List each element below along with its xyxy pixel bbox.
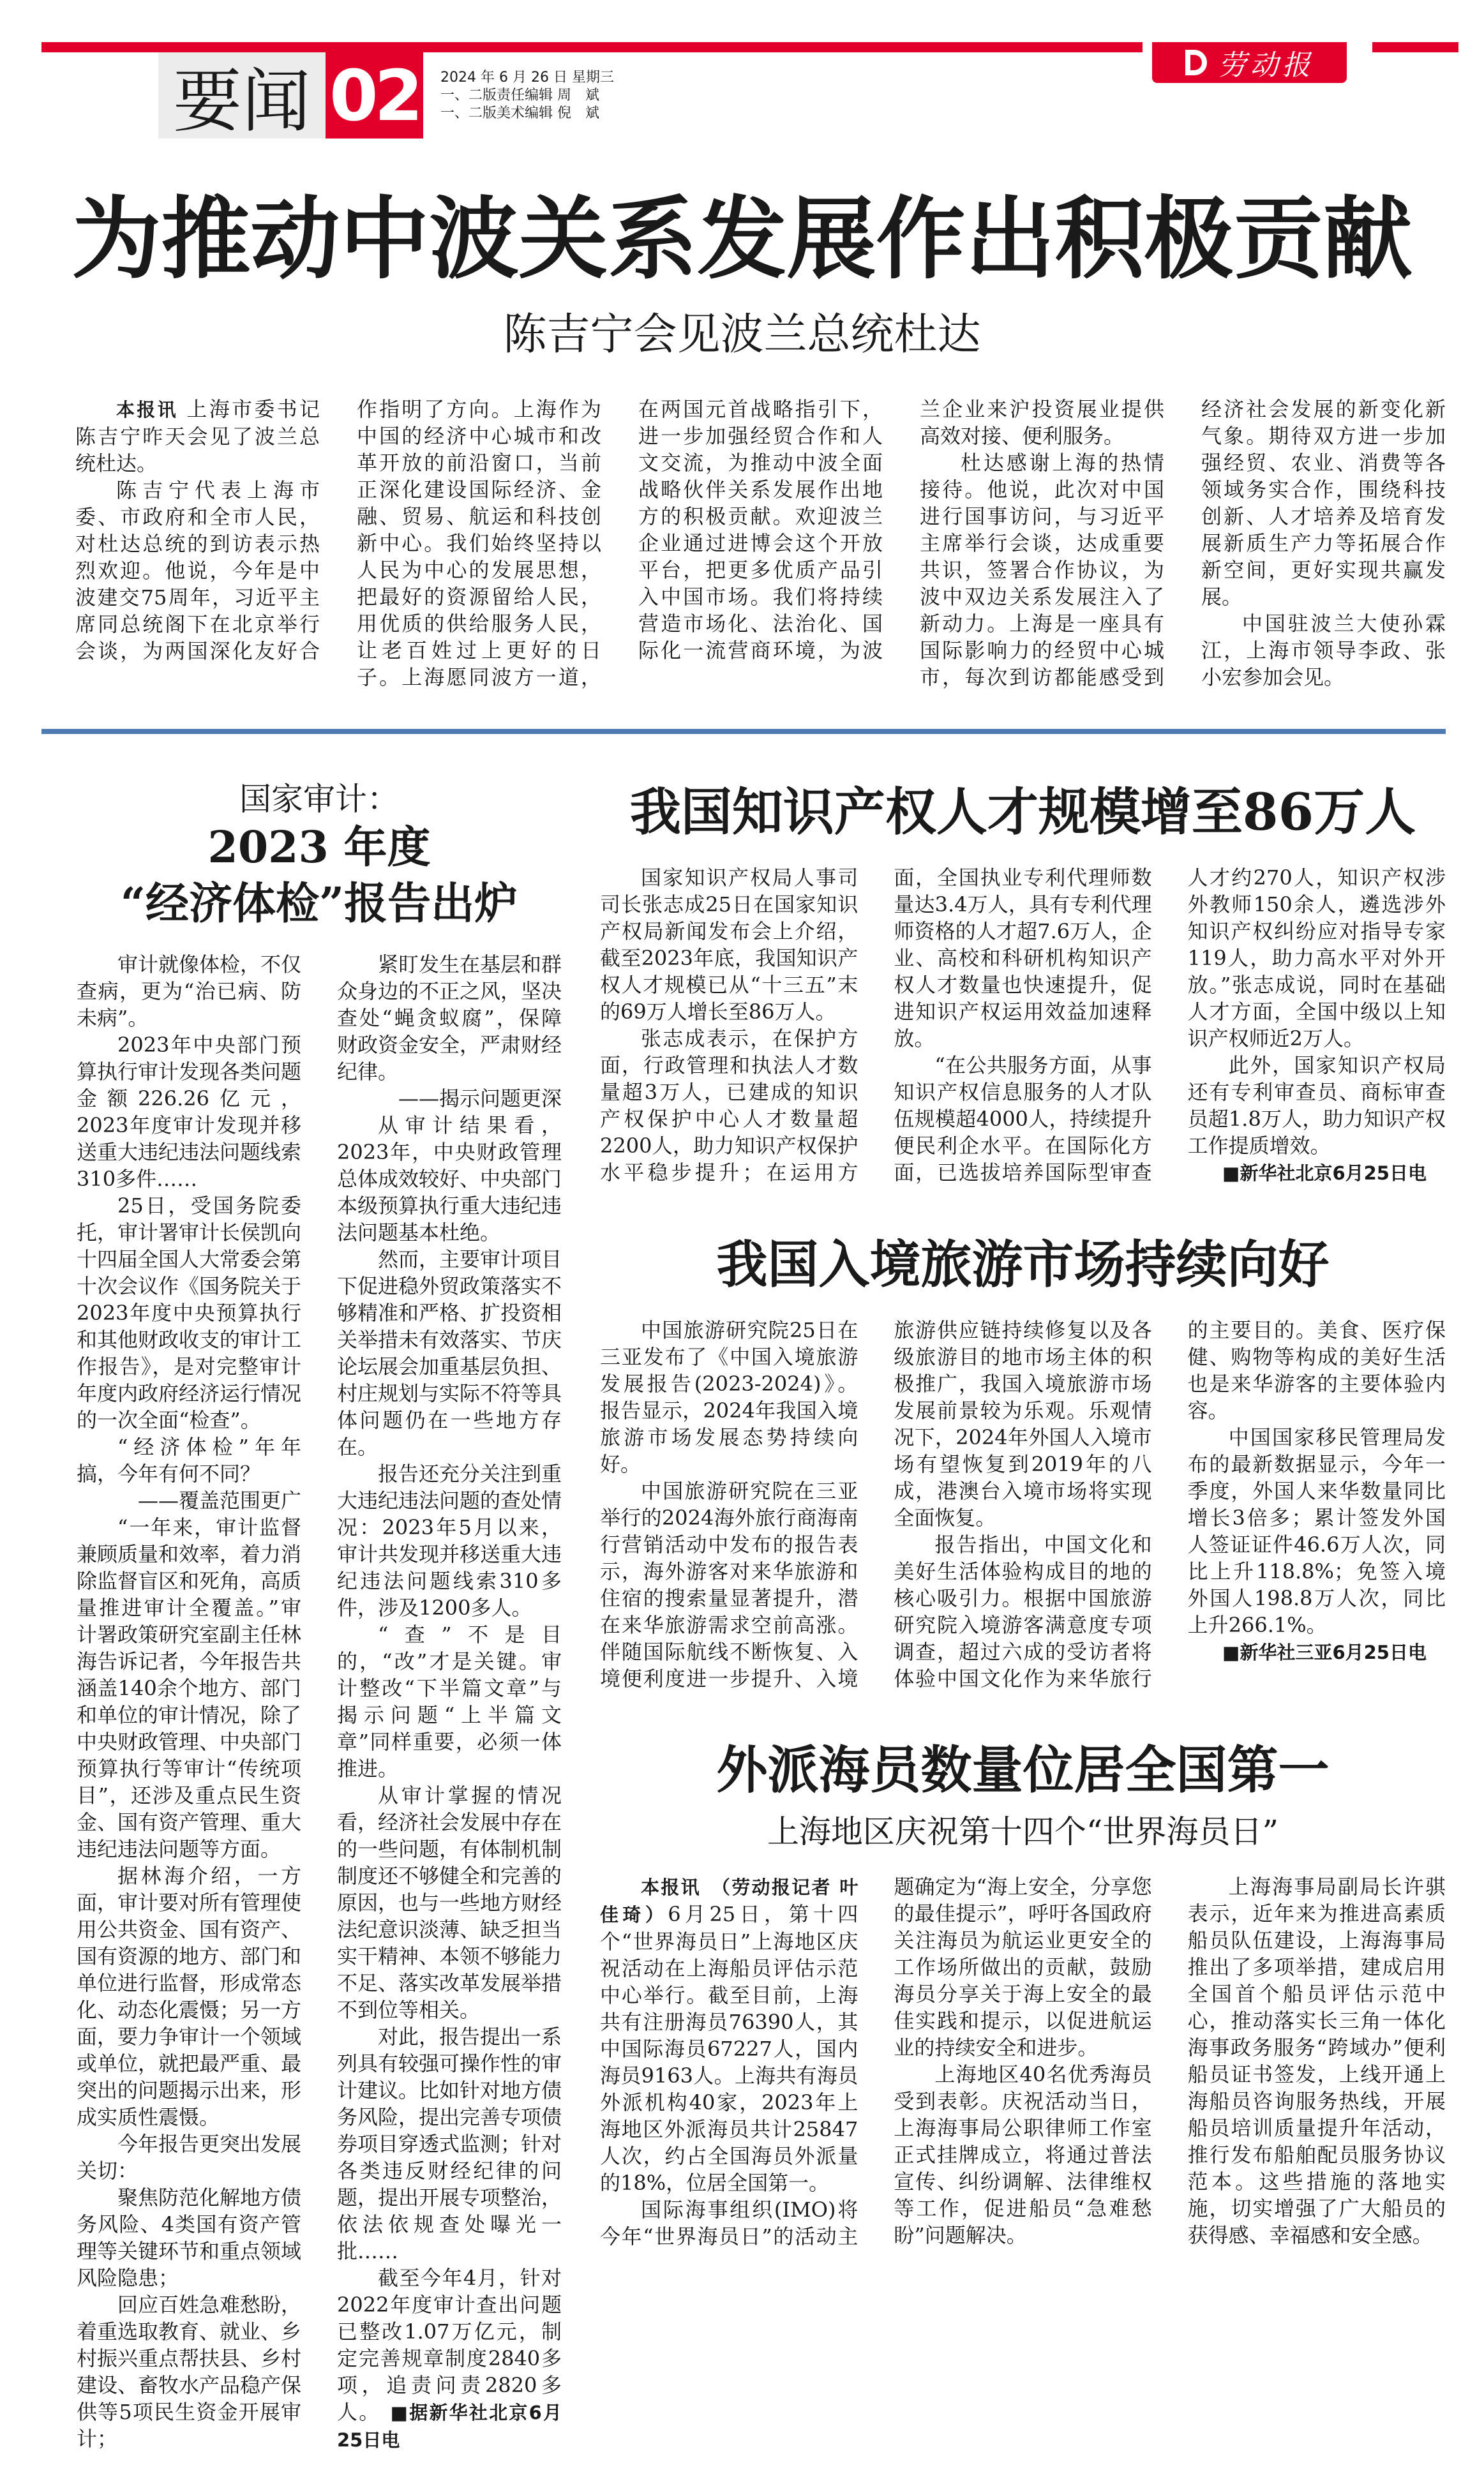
article-paragraph <box>75 396 320 477</box>
paragraph-text: 截至今年4月，针对2022年度审计查出问题已整改1.07万亿元，制定完善规章制度2840多项，追责问责2820多人。 <box>337 2266 562 2424</box>
paragraph-text: “一年来，审计监督兼顾质量和效率，着力消除监督盲区和死角，高质量推进审计全覆盖。”审计署政策研究室副主任林海告诉记者，今年报告共涵盖140余个地方、部门和单位的审计情况，除了中央财政管理、中央部门预算执行等审计“传统项目”，还涉及重点民生资金、国有资产管理、重大违纪违法问题等方面。 <box>77 1515 302 1861</box>
paragraph-text: 对此，报告提出一系列具有较强可操作性的审计建议。比如针对地方债务风险，提出完善专项债券项目穿透式监测；针对各类违反财经纪律的问题，提出开展专项整治，依法依规查处曝光一批…… <box>337 2025 562 2263</box>
article-paragraph <box>337 951 562 1085</box>
paragraph-text: 25日，受国务院委托，审计署审计长侯凯向十四届全国人大常委会第十次会议作《国务院关于2023年度中央预算执行和其他财政收支的审计工作报告》，是对完整审计年度内政府经济运行情况的一次全面“检查”。 <box>77 1194 302 1432</box>
article-paragraph <box>600 1317 858 1478</box>
audit-article-body <box>77 951 562 2453</box>
paragraph-text: 今年报告更突出发展关切： <box>77 2132 302 2183</box>
article-paragraph <box>337 1782 562 2023</box>
paragraph-text: 回应百姓急难愁盼，着重选取教育、就业、乡村振兴重点帮扶县、乡村建设、畜牧水产品稳产保供等5项民生资金开展审计； <box>77 2293 302 2451</box>
audit-article <box>77 779 562 2453</box>
logo-name: 劳动报 <box>1218 49 1314 82</box>
right-articles <box>600 779 1446 2453</box>
article-paragraph <box>1188 1159 1446 1187</box>
ip-article-body <box>600 864 1446 1187</box>
article-paragraph <box>77 2131 301 2184</box>
article-paragraph <box>77 1487 301 1514</box>
section-divider <box>41 729 1446 734</box>
paragraph-text: 国际海事组织(IMO)将今年“世界海员日”的活动主题确定为“海上安全，分享您的最佳提示”，呼吁各国政府关注海员为航运业更安全的工作场所做出的贡献，鼓励海员分享关于海上安全的最佳实践和提示，以促进航运业的持续安全和进步。 <box>600 1875 1152 2249</box>
tourism-article-title: 我国入境旅游市场持续向好 <box>716 1234 1330 1294</box>
paragraph-text: “在公共服务方面，从事知识产权信息服务的人才队伍规模超4000人，持续提升便民利企水平。在国际化方面，已选拔培养国际型审查人才约270人，知识产权涉外教师150余人，遴选涉外知识产权纠纷应对指导专家119人，助力高水平对外开放。”张志成说，同时在基础人才方面，全国中级以上知识产权师近2万人。 <box>894 865 1446 1185</box>
tourism-article-body <box>600 1317 1446 1692</box>
article-paragraph <box>77 1862 301 2131</box>
paragraph-text: 上海海事局副局长许骐表示，近年来为推进高素质船员队伍建设，上海海事局推出了多项举措，建成启用全国首个船员评估示范中心，推动落实长三角一体化海事政务服务“跨域办”便利船员证书签发，上线开通上海船员咨询服务热线，开展船员培训质量提升年活动，推行发布船舶配员服务协议范本。这些措施的落地实施，切实增强了广大船员的获得感、幸福感和安全感。 <box>1187 1875 1446 2247</box>
audit-kicker: 国家审计： <box>239 781 399 818</box>
article-paragraph <box>600 864 858 1025</box>
article-paragraph <box>337 1112 562 1246</box>
issue-date: 2024 年 6 月 26 日 星期三 <box>440 70 614 86</box>
paragraph-text: 聚焦防范化解地方债务风险、4类国有资产管理等关键环节和重点领域风险隐患； <box>77 2185 302 2290</box>
article-paragraph <box>600 1873 858 2196</box>
lower-section <box>38 779 1446 2453</box>
article-paragraph <box>77 2291 301 2452</box>
lead-subheadline: 陈吉宁会见波兰总统杜达 <box>503 310 981 360</box>
paragraph-text: “查”不是目的，“改”才是关键。审计整改“下半篇文章”与揭示问题“上半篇文章”同样重要，必须一体推进。 <box>337 1622 562 1781</box>
paragraph-text: 上海地区40名优秀海员受到表彰。庆祝活动当日，上海海事局公职律师工作室正式挂牌成立，将通过普法宣传、纠纷调解、法律维权等工作，促进船员“急难愁盼”问题解决。 <box>894 2062 1152 2247</box>
article-paragraph <box>77 2184 301 2291</box>
paragraph-text: 审计就像体检，不仅查病，更为“治已病、防未病”。 <box>77 952 302 1030</box>
article-paragraph <box>1188 1052 1446 1159</box>
article-paragraph <box>77 1031 301 1192</box>
paragraph-text: 中国驻波兰大使孙霖江，上海市领导李政、张小宏参加会见。 <box>1201 611 1446 689</box>
paragraph-text: 报告还充分关注到重大违纪违法问题的查处情况：2023年5月以来，审计共发现并移送重大违纪违法问题线索310多件，涉及1200多人。 <box>337 1462 562 1620</box>
article-paragraph <box>337 1460 562 1621</box>
audit-title-line1: 2023 年度 <box>207 822 431 873</box>
paragraph-text: 6月25日，第十四个“世界海员日”上海地区庆祝活动在上海船员评估示范中心举行。截至目前，上海共有注册海员76390人，其中国际海员67227人，国内海员9163人。上海共有海员外派机构40家，2023年上海地区外派海员共计25847人次，约占全国海员外派量的18%，位居全国第一。 <box>600 1902 858 2195</box>
paragraph-text: 然而，主要审计项目下促进稳外贸政策落实不够精准和严格、扩投资相关举措未有效落实、节庆论坛展会加重基层负担、村庄规划与实际不符等具体问题仍在一些地方存在。 <box>337 1247 562 1459</box>
article-paragraph <box>337 2265 562 2453</box>
article-paragraph <box>1188 1424 1446 1638</box>
paragraph-text: 报告指出，中国文化和美好生活体验构成目的地的核心吸引力。根据中国旅游研究院入境游客满意度专项调查，超过六成的受访者将体验中国文化作为来华旅行的主要目的。美食、医疗保健、购物等构成的美好生活也是来华游客的主要体验内容。 <box>894 1318 1446 1691</box>
paragraph-text: 紧盯发生在基层和群众身边的不正之风，坚决查处“蝇贪蚁腐”，保障财政资金安全，严肃财经纪律。 <box>337 952 562 1084</box>
page-number: 02 <box>326 52 423 139</box>
article-paragraph <box>1188 1638 1446 1666</box>
byline-tag: 本报讯 （劳动报记者 叶佳琦） <box>600 1876 858 1926</box>
article-paragraph <box>1188 1873 1446 2249</box>
article-paragraph <box>77 951 301 1031</box>
paragraph-text: 从审计掌握的情况看，经济社会发展中存在的一些问题，有体制机制制度还不够健全和完善的原因，也与一些地方财经法纪意识淡薄、缺乏担当实干精神、本领不够能力不足、落实改革发展举措不到位等相关。 <box>337 1783 562 2022</box>
ip-article-title: 我国知识产权人才规模增至86万人 <box>629 782 1416 842</box>
audit-title-line2: “经济体检”报告出炉 <box>120 878 518 929</box>
article-paragraph <box>337 1246 562 1460</box>
lead-headline: 为推动中波关系发展作出积极贡献 <box>71 187 1413 292</box>
article-paragraph <box>894 2061 1151 2249</box>
seafarer-article-body <box>600 1873 1446 2250</box>
paragraph-text: ■新华社三亚6月25日电 <box>1222 1642 1427 1663</box>
art-editor-credit: 一、二版美术编辑 倪 斌 <box>440 105 599 121</box>
article-paragraph <box>77 1514 301 1862</box>
article-paragraph <box>337 2023 562 2265</box>
article-paragraph <box>337 1621 562 1782</box>
paragraph-text: ——覆盖范围更广 <box>138 1488 302 1513</box>
paragraph-text: 杜达感谢上海的热情接待。他说，此次对中国进行国事访问，与习近平主席举行会谈，达成重要共识，签署合作协议，为波中双边关系发展注入了新动力。上海是一座具有国际影响力的经贸中心城市，每次到访都能感受到经济社会发展的新变化新气象。期待双方进一步加强经贸、农业、消费等各领域务实合作，围绕科技创新、人才培养及培育发展新质生产力等拓展合作新空间，更好实现共赢发展。 <box>920 397 1446 689</box>
paragraph-text: “经济体检”年年搞，今年有何不同？ <box>77 1435 301 1486</box>
section-label: 要闻 <box>158 52 326 139</box>
tourism-article <box>600 1231 1446 1692</box>
paragraph-text: 国家知识产权局人事司司长张志成25日在国家知识产权局新闻发布会上介绍，截至2023年底，我国知识产权人才规模已从“十三五”末的69万人增长至86万人。 <box>600 865 858 1024</box>
paragraph-text: 陈吉宁代表上海市委、市政府和全市人民，对杜达总统的到访表示热烈欢迎。他说，今年是中波建交75周年，习近平主席同总统阁下在北京举行会谈，为两国深化友好合作指明了方向。上海作为中国的经济中心城市和改革开放的前沿窗口，当前正深化建设国际经济、金融、贸易、航运和科技创新中心。我们始终坚持以人民为中心的发展思想，把最好的资源留给人民，用优质的供给服务人民，让老百姓过上更好的日子。上海愿同波方一道，在两国元首战略指引下，进一步加强经贸合作和人文交流，为推动中波全面战略伙伴关系发展作出地方的积极贡献。欢迎波兰企业通过进博会这个开放平台，把更多优质产品引入中国市场。我们将持续营造市场化、法治化、国际化一流营商环境，为波兰企业来沪投资展业提供高效对接、便利服务。 <box>75 397 1164 689</box>
article-paragraph <box>77 1434 301 1487</box>
seafarer-article <box>600 1737 1446 2250</box>
paragraph-text: ——揭示问题更深 <box>398 1086 562 1111</box>
dateline: ■据新华社北京6月25日电 <box>337 2402 562 2451</box>
paragraph-text: 据林海介绍，一方面，审计要对所有管理使用公共资金、国有资产、国有资源的地方、部门和单位进行监督，形成常态化、动态化震慑；另一方面，要力争审计一个领域或单位，就把最严重、最突出的问题揭示出来，形成实质性震慑。 <box>77 1864 302 2129</box>
paragraph-text: 2023年中央部门预算执行审计发现各类问题金额226.26亿元，2023年度审计发现并移送重大违纪违法问题线索310多件…… <box>77 1033 302 1191</box>
paragraph-text: 中国旅游研究院在三亚举行的2024海外旅行商海南行营销活动中发布的报告表示，海外游客对来华旅游和住宿的搜索量显著提升，潜在来华旅游需求空前高涨。伴随国际航线不断恢复、入境便利度进一步提升、入境旅游供应链持续修复以及各级旅游目的地市场主体的积极推广，我国入境旅游市场发展前景较为乐观。乐观情况下，2024年外国人入境市场有望恢复到2019年的八成，港澳台入境市场将实现全面恢复。 <box>600 1318 1152 1691</box>
paragraph-text: 中国旅游研究院25日在三亚发布了《中国入境旅游发展报告(2023-2024)》。报告显示，2024年我国入境旅游市场发展态势持续向好。 <box>600 1318 858 1476</box>
article-paragraph <box>77 1192 301 1434</box>
byline-tag: 本报讯 <box>116 399 178 421</box>
seafarer-article-title: 外派海员数量位居全国第一 <box>716 1740 1330 1800</box>
paragraph-text: 从审计结果看，2023年，中央财政管理总体成效较好、中央部门本级预算执行重大违纪违法问题基本杜绝。 <box>337 1113 562 1245</box>
paragraph-text: 此外，国家知识产权局还有专利审查员、商标审查员超1.8万人，助力知识产权工作提质增效。 <box>1187 1053 1446 1158</box>
lead-article-body <box>75 396 1446 691</box>
article-paragraph <box>1201 610 1446 691</box>
seafarer-article-subtitle: 上海地区庆祝第十四个“世界海员日” <box>767 1813 1279 1850</box>
article-paragraph <box>337 1085 562 1112</box>
ip-article <box>600 779 1446 1187</box>
paragraph-text: ■新华社北京6月25日电 <box>1222 1162 1427 1184</box>
paragraph-text: 张志成表示，在保护方面，行政管理和执法人才数量超3万人，已建成的知识产权保护中心人才数量超2200人，助力知识产权保护水平稳步提升；在运用方面，全国执业专利代理师数量达3.4万人，具有专利代理师资格的人才超7.6万人，企业、高校和科研机构知识产权人才数量也快速提升，促进知识产权运用效益加速释放。 <box>600 865 1152 1185</box>
paragraph-text: 上海市委书记陈吉宁昨天会见了波兰总统杜达。 <box>75 397 320 476</box>
paragraph-text: 中国国家移民管理局发布的最新数据显示，今年一季度，外国人来华数量同比增长3倍多；累计签发外国人签证证件46.6万人次，同比上升118.8%；免签入境外国人198.8万人次，同比上升266.1%。 <box>1187 1425 1446 1637</box>
editor-credit: 一、二版责任编辑 周 斌 <box>440 87 599 103</box>
